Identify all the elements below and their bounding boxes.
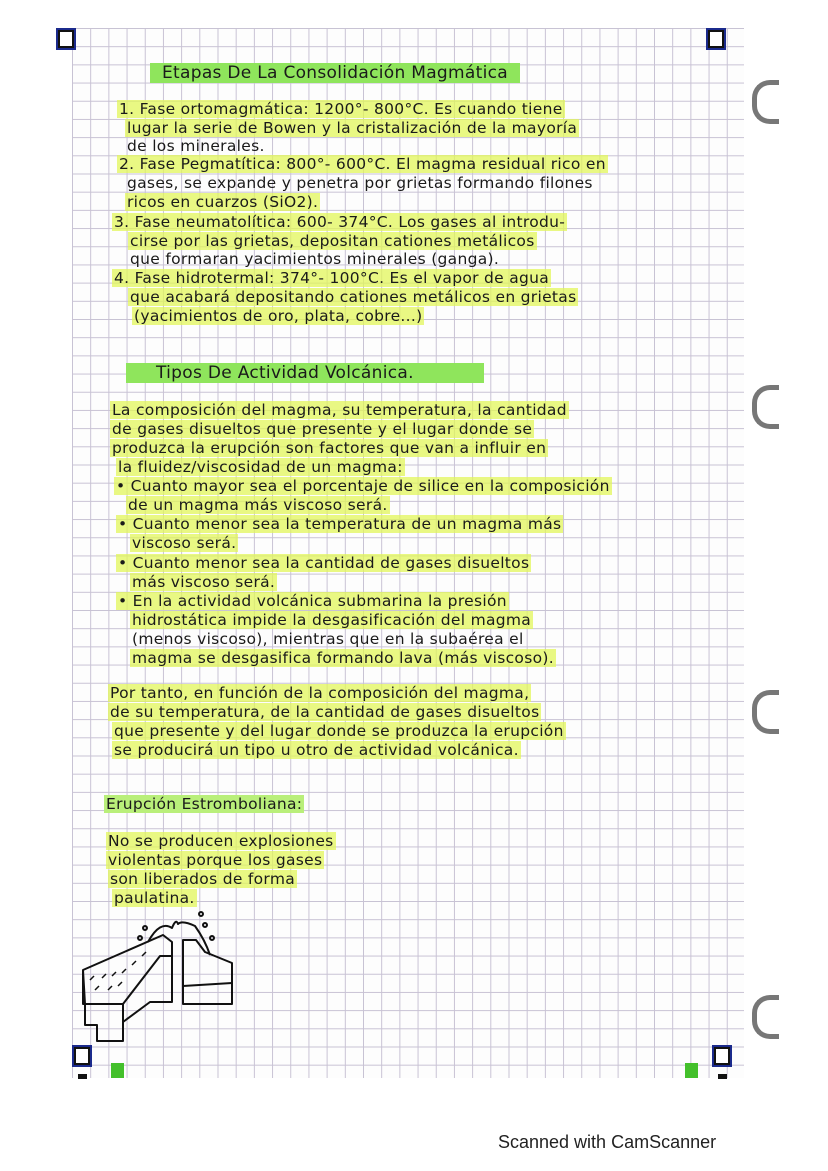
text-line bbox=[117, 100, 565, 118]
corner-marker-icon bbox=[712, 1045, 732, 1067]
scanner-watermark: Scanned with CamScanner bbox=[498, 1132, 717, 1152]
section-title bbox=[104, 795, 304, 813]
corner-marker-icon bbox=[706, 28, 726, 50]
line-text: viscoso será. bbox=[132, 534, 237, 552]
binder-ring-icon bbox=[752, 80, 779, 124]
binder-ring-icon bbox=[752, 385, 779, 429]
marker-dash bbox=[718, 1074, 727, 1079]
line-text: • Cuanto mayor sea el porcentaje de silice en la composición bbox=[116, 477, 610, 495]
text-line bbox=[112, 269, 551, 287]
section-title bbox=[150, 64, 520, 82]
line-text: (menos viscoso), mientras que en la subaérea el bbox=[132, 630, 524, 648]
text-line bbox=[116, 554, 531, 572]
line-text: • Cuanto menor sea la cantidad de gases disueltos bbox=[118, 554, 530, 572]
text-line bbox=[130, 611, 533, 629]
title-text: Etapas De La Consolidación Magmática bbox=[150, 63, 520, 83]
text-line bbox=[112, 213, 567, 231]
line-text: se producirá un tipo u otro de actividad volcánica. bbox=[114, 741, 519, 759]
line-text: magma se desgasifica formando lava (más viscoso). bbox=[132, 649, 554, 667]
section-title bbox=[126, 364, 484, 382]
binder-ring-icon bbox=[752, 995, 779, 1039]
text-line bbox=[117, 155, 608, 173]
text-line bbox=[130, 573, 277, 591]
line-text: 2. Fase Pegmatítica: 800°- 600°C. El magma residual rico en bbox=[119, 155, 606, 173]
line-text: 1. Fase ortomagmática: 1200°- 800°C. Es cuando tiene bbox=[119, 100, 563, 118]
line-text: de un magma más viscoso será. bbox=[128, 496, 388, 514]
text-line bbox=[125, 174, 595, 192]
line-text: que presente y del lugar donde se produzca la erupción bbox=[114, 722, 564, 740]
line-text: No se producen explosiones bbox=[108, 832, 334, 850]
line-text: de gases disueltos que presente y el lugar donde se bbox=[112, 420, 533, 438]
line-text: (yacimientos de oro, plata, cobre...) bbox=[134, 307, 423, 325]
line-text: • Cuanto menor sea la temperatura de un magma más bbox=[118, 515, 562, 533]
text-line bbox=[112, 741, 521, 759]
line-text: la fluidez/viscosidad de un magma: bbox=[118, 458, 403, 476]
line-text: que acabará depositando cationes metálicos en grietas bbox=[130, 288, 577, 306]
title-text: Erupción Estromboliana: bbox=[106, 795, 303, 813]
text-line bbox=[114, 477, 612, 495]
text-line bbox=[110, 401, 569, 419]
text-line bbox=[106, 832, 336, 850]
text-line bbox=[125, 193, 320, 211]
text-line bbox=[126, 496, 390, 514]
line-text: de los minerales. bbox=[127, 137, 265, 155]
line-text: violentas porque los gases bbox=[108, 851, 323, 869]
line-text: cirse por las grietas, depositan cationes metálicos bbox=[130, 232, 535, 250]
line-text: lugar la serie de Bowen y la cristalización de la mayoría bbox=[127, 119, 578, 137]
text-line bbox=[110, 420, 534, 438]
marker-dash bbox=[78, 1074, 87, 1079]
text-line bbox=[128, 250, 501, 268]
text-line bbox=[128, 288, 578, 306]
text-line bbox=[112, 722, 566, 740]
corner-marker-icon bbox=[72, 1045, 92, 1067]
text-line bbox=[130, 649, 556, 667]
text-line bbox=[116, 592, 509, 610]
corner-marker-icon bbox=[56, 28, 76, 50]
line-text: 4. Fase hidrotermal: 374°- 100°C. Es el vapor de agua bbox=[114, 269, 550, 287]
text-line bbox=[132, 307, 424, 325]
text-line bbox=[125, 137, 267, 155]
title-text: Tipos De Actividad Volcánica. bbox=[126, 363, 484, 383]
line-text: • En la actividad volcánica submarina la presión bbox=[118, 592, 507, 610]
line-text: que formaran yacimientos minerales (ganga). bbox=[130, 250, 500, 268]
line-text: La composición del magma, su temperatura, la cantidad bbox=[112, 401, 567, 419]
text-line bbox=[110, 439, 548, 457]
green-square bbox=[685, 1063, 698, 1078]
text-line bbox=[130, 630, 526, 648]
line-text: hidrostática impide la desgasificación del magma bbox=[132, 611, 532, 629]
line-text: paulatina. bbox=[114, 889, 195, 907]
binder-ring-icon bbox=[752, 690, 779, 734]
text-line bbox=[116, 458, 405, 476]
line-text: son liberados de forma bbox=[110, 870, 296, 888]
text-line bbox=[108, 684, 531, 702]
text-line bbox=[130, 534, 238, 552]
green-square bbox=[111, 1063, 124, 1078]
line-text: de su temperatura, de la cantidad de gases disueltos bbox=[110, 703, 540, 721]
line-text: produzca la erupción son factores que van a influir en bbox=[112, 439, 547, 457]
volcano-illustration bbox=[60, 880, 260, 1050]
line-text: Por tanto, en función de la composición del magma, bbox=[110, 684, 530, 702]
line-text: más viscoso será. bbox=[132, 573, 276, 591]
line-text: 3. Fase neumatolítica: 600- 374°C. Los gases al introdu- bbox=[114, 213, 566, 231]
text-line bbox=[108, 703, 541, 721]
line-text: ricos en cuarzos (SiO2). bbox=[127, 193, 319, 211]
text-line bbox=[125, 119, 579, 137]
line-text: gases, se expande y penetra por grietas formando filones bbox=[127, 174, 593, 192]
text-line bbox=[128, 232, 537, 250]
text-line bbox=[106, 851, 324, 869]
text-line bbox=[116, 515, 563, 533]
